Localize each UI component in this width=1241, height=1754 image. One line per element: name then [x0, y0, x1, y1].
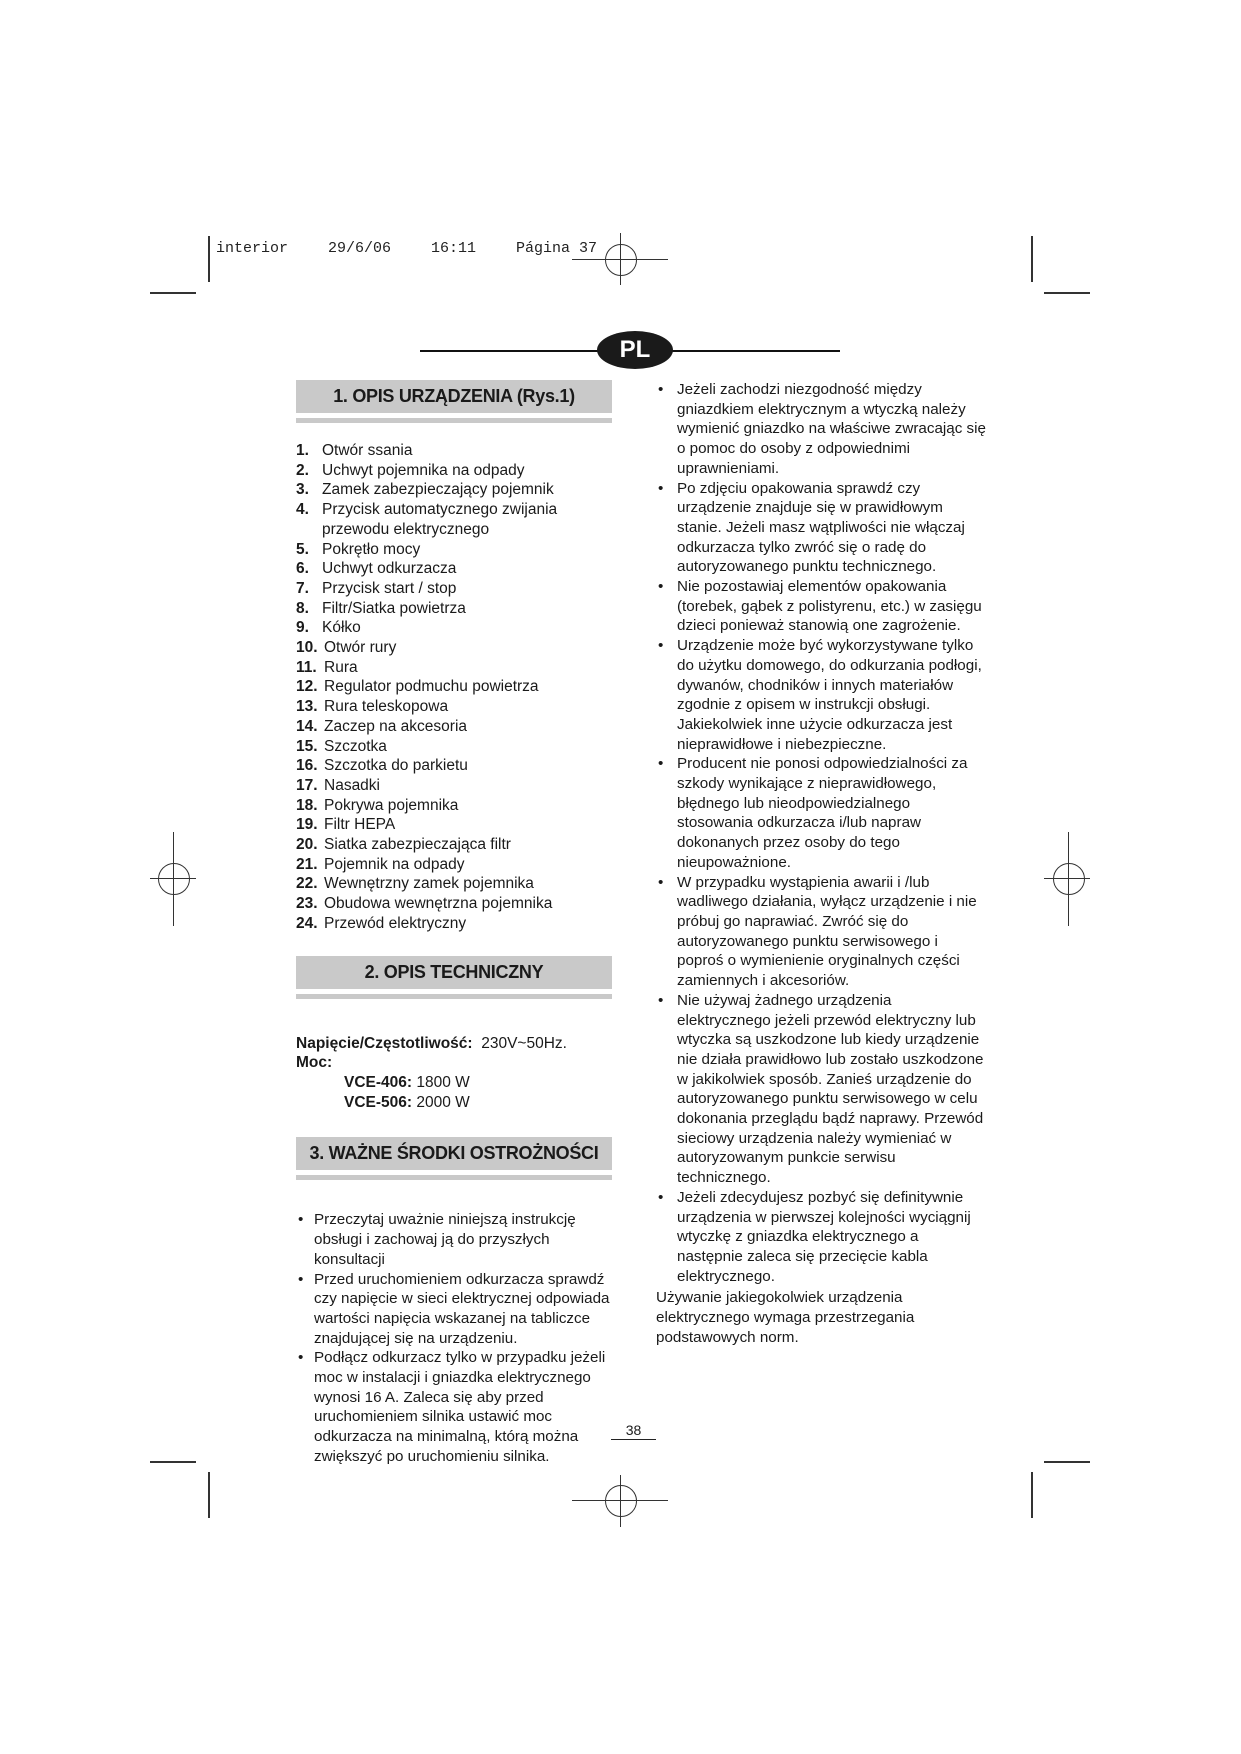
right-column — [656, 380, 986, 1347]
item-text: Otwór rury — [324, 639, 397, 657]
item-text: Filtr/Siatka powietrza — [322, 599, 466, 617]
section-3-title: 3. WAŻNE ŚRODKI OSTROŻNOŚCI — [296, 1137, 612, 1170]
item-number: 23. — [296, 895, 318, 913]
power-row — [296, 1053, 616, 1073]
safety-item: • Nie pozostawiaj elementów opakowania (torebek, gąbek z polistyrenu, etc.) w zasięgu dzieci ponieważ stanowią one zagrożenie. — [656, 577, 986, 636]
safety-item: • Jeżeli zachodzi niezgodność między gniazdkiem elektrycznym a wtyczką należy wymienić gniazdko na właściwe zwracając się o pomoc do osoby z odpowiednimi uprawnieniami. — [656, 380, 986, 479]
item-number: 21. — [296, 855, 318, 873]
crop-mark — [1044, 292, 1090, 294]
item-number: 11. — [296, 658, 317, 676]
item-text: Pokrywa pojemnika — [324, 796, 459, 814]
item-number: 15. — [296, 737, 318, 755]
item-text: Uchwyt pojemnika na odpady — [322, 461, 525, 479]
item-number: 13. — [296, 698, 318, 716]
crop-mark — [150, 1461, 196, 1463]
safety-item: • Podłącz odkurzacz tylko w przypadku jeżeli moc w instalacji i gniazdka elektrycznego wynosi 16 A. Zaleca się aby przed uruchomieniem silnika ustawić moc odkurzacza na minimalną, którą można zwiększyć po uruchomieniu silnika. — [296, 1348, 616, 1466]
parts-list-item — [296, 894, 616, 914]
parts-list-item — [296, 677, 616, 697]
parts-list-item — [296, 441, 616, 461]
section-1-title: 1. OPIS URZĄDZENIA (Rys.1) — [296, 380, 612, 413]
language-badge: PL — [597, 331, 673, 369]
voltage-value: 230V~50Hz. — [481, 1034, 567, 1052]
crop-mark — [1031, 236, 1033, 282]
item-text: Szczotka — [324, 737, 387, 755]
parts-list-item — [296, 618, 616, 638]
slug-time: 16:11 — [431, 240, 477, 257]
item-number: 8. — [296, 599, 309, 617]
parts-list-item — [296, 855, 616, 875]
parts-list-item — [296, 559, 616, 579]
slug-name: interior — [216, 240, 289, 257]
section-2-title: 2. OPIS TECHNICZNY — [296, 956, 612, 989]
model-label: VCE-506: — [344, 1093, 413, 1111]
language-rule-right — [670, 350, 840, 352]
parts-list-item — [296, 874, 616, 894]
parts-list-item — [296, 737, 616, 757]
crop-mark — [208, 236, 210, 282]
model-value: 2000 W — [416, 1093, 470, 1111]
slug-date: 29/6/06 — [328, 240, 392, 257]
slug-page: Página 37 — [516, 240, 598, 257]
item-number: 12. — [296, 678, 318, 696]
item-number: 1. — [296, 442, 309, 459]
safety-list-left — [296, 1210, 616, 1466]
printer-slug — [216, 240, 637, 257]
parts-list-item — [296, 717, 616, 737]
model-row — [296, 1093, 616, 1113]
item-number: 4. — [296, 501, 309, 519]
voltage-label: Napięcie/Częstotliwość: — [296, 1034, 473, 1052]
model-row — [296, 1073, 616, 1093]
parts-list-item — [296, 756, 616, 776]
item-number: 9. — [296, 619, 309, 637]
parts-list-item — [296, 815, 616, 835]
parts-list-item — [296, 500, 616, 539]
safety-list-right — [656, 380, 986, 1286]
crop-mark — [1044, 1461, 1090, 1463]
safety-item: • W przypadku wystąpienia awarii i /lub wadliwego działania, wyłącz urządzenie i nie próbuj go naprawiać. Zwróć się do autoryzowanego punktu serwisowego i poproś o wymienienie oryginalnych części zamiennych i akcesoriów. — [656, 873, 986, 991]
parts-list-item — [296, 835, 616, 855]
item-number: 24. — [296, 914, 318, 932]
item-text: Pojemnik na odpady — [324, 855, 465, 873]
page-number: 38 — [611, 1422, 656, 1440]
item-text: Zaczep na akcesoria — [324, 717, 468, 735]
item-text: Siatka zabezpieczająca filtr — [324, 836, 511, 854]
section-rule — [296, 1175, 612, 1180]
item-number: 5. — [296, 540, 309, 558]
item-number: 14. — [296, 717, 318, 735]
parts-list-item — [296, 796, 616, 816]
section-rule — [296, 418, 612, 423]
model-value: 1800 W — [416, 1073, 470, 1091]
item-text: Przewód elektryczny — [324, 914, 467, 932]
item-number: 6. — [296, 560, 309, 578]
item-text: Filtr HEPA — [324, 816, 396, 834]
parts-list-item — [296, 480, 616, 500]
item-number: 3. — [296, 481, 309, 499]
item-number: 7. — [296, 579, 309, 597]
item-text: Przycisk start / stop — [322, 579, 457, 597]
item-text: Szczotka do parkietu — [324, 757, 468, 775]
safety-item: • Przed uruchomieniem odkurzacza sprawdź czy napięcie w sieci elektrycznej odpowiada wartości napięcia wskazanej na tabliczce znajdującej się na urządzeniu. — [296, 1270, 616, 1349]
model-label: VCE-406: — [344, 1073, 413, 1091]
safety-item: • Urządzenie może być wykorzystywane tylko do użytku domowego, do odkurzania podłogi, dywanów, chodników i innych materiałów zgodnie z opisem w instrukcji obsługi. Jakiekolwiek inne użycie odkurzacza jest nieprawidłowe i niebezpieczne. — [656, 636, 986, 754]
parts-list-item — [296, 599, 616, 619]
item-number: 18. — [296, 796, 318, 814]
safety-item: • Nie używaj żadnego urządzenia elektrycznego jeżeli przewód elektryczny lub wtyczka są uszkodzone lub kiedy urządzenie nie działa prawidłowo lub zostało uszkodzone w jakikolwiek sposób. Zanieś urządzenie do autoryzowanego punktu serwisowego w celu dokonania przeglądu bądź naprawy. Przewód sieciowy urządzenia należy wymieniać w autoryzowanym punkcie serwisu technicznego. — [656, 991, 986, 1188]
item-text: Otwór ssania — [322, 442, 413, 459]
parts-list-item — [296, 914, 616, 934]
item-number: 10. — [296, 639, 318, 657]
item-text: Pokrętło mocy — [322, 540, 421, 558]
item-text: Uchwyt odkurzacza — [322, 560, 457, 578]
item-text: Wewnętrzny zamek pojemnika — [324, 875, 534, 893]
parts-list-item — [296, 697, 616, 717]
closing-note: Używanie jakiegokolwiek urządzenia elektrycznego wymaga przestrzegania podstawowych norm. — [656, 1289, 915, 1346]
item-text: Obudowa wewnętrzna pojemnika — [324, 895, 553, 913]
safety-item: • Przeczytaj uważnie niniejszą instrukcję obsługi i zachowaj ją do przyszłych konsultacji — [296, 1210, 616, 1269]
item-text: Regulator podmuchu powietrza — [324, 678, 539, 696]
voltage-row — [296, 1034, 616, 1054]
item-number: 16. — [296, 757, 318, 775]
language-rule-left — [420, 350, 600, 352]
safety-item: • Producent nie ponosi odpowiedzialności za szkody wynikające z nieprawidłowego, błędnego lub nieodpowiedzialnego stosowania odkurzacza i/lub napraw dokonanych przez osoby do tego nieupoważnione. — [656, 754, 986, 872]
parts-list — [296, 441, 616, 934]
item-text: Przycisk automatycznego zwijania przewodu elektrycznego — [322, 501, 558, 538]
parts-list-item — [296, 461, 616, 481]
parts-list-item — [296, 658, 616, 678]
crop-mark — [150, 292, 196, 294]
item-text: Nasadki — [324, 776, 380, 794]
section-rule — [296, 994, 612, 999]
item-text: Kółko — [322, 619, 361, 637]
left-column — [296, 380, 616, 1467]
safety-item: • Po zdjęciu opakowania sprawdź czy urządzenie znajduje się w prawidłowym stanie. Jeżeli masz wątpliwości nie włączaj odkurzacza tylko zwróć się o radę do autoryzowanego punktu technicznego. — [656, 479, 986, 578]
parts-list-item — [296, 638, 616, 658]
item-number: 22. — [296, 875, 318, 893]
item-text: Rura — [324, 658, 358, 676]
parts-list-item — [296, 540, 616, 560]
power-label: Moc: — [296, 1054, 333, 1072]
crop-mark — [1031, 1472, 1033, 1518]
item-number: 2. — [296, 461, 309, 479]
item-text: Zamek zabezpieczający pojemnik — [322, 481, 554, 499]
item-number: 20. — [296, 836, 318, 854]
technical-specs — [296, 1034, 616, 1113]
safety-item: • Jeżeli zdecydujesz pozbyć się definitywnie urządzenia w pierwszej kolejności wyciągnij wtyczkę z gniazdka elektrycznego a następnie zaleca się przecięcie kabla elektrycznego. — [656, 1188, 986, 1287]
item-number: 17. — [296, 776, 318, 794]
parts-list-item — [296, 776, 616, 796]
item-number: 19. — [296, 816, 318, 834]
parts-list-item — [296, 579, 616, 599]
crop-mark — [208, 1472, 210, 1518]
item-text: Rura teleskopowa — [324, 698, 449, 716]
